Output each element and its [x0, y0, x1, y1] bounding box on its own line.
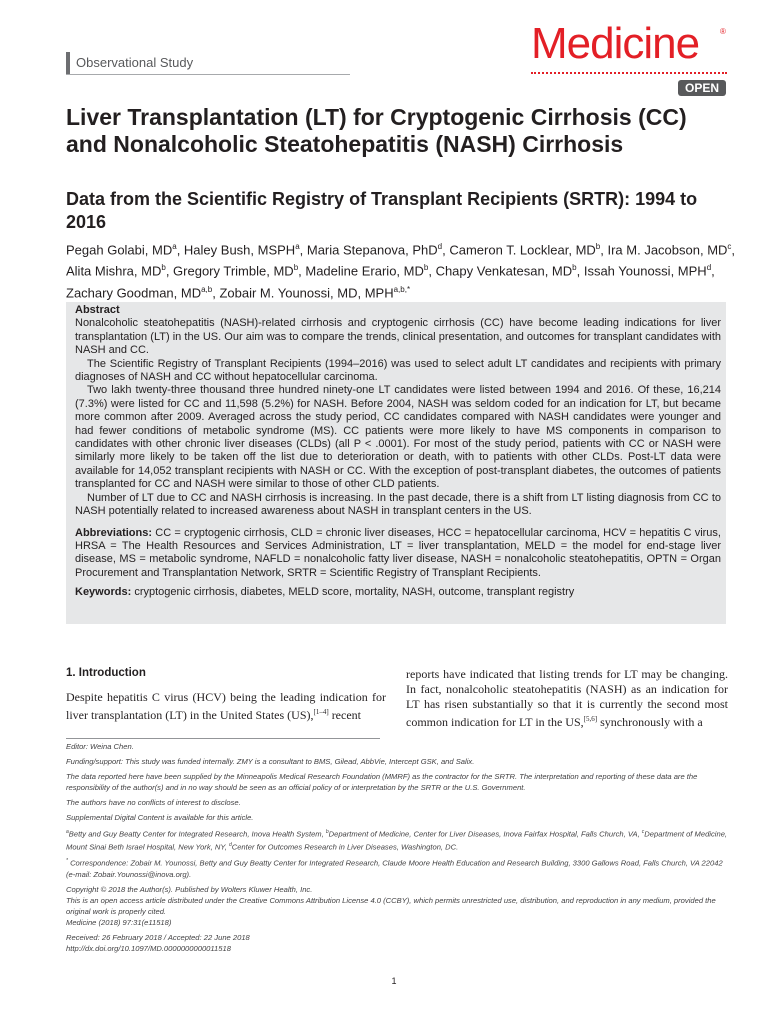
footnote-citation: Medicine (2018) 97:31(e11518) — [66, 917, 172, 927]
abbreviations-label: Abbreviations: — [75, 526, 153, 539]
author-name: Zobair M. Younossi, MD, MPH — [219, 284, 394, 300]
intro-right-column — [406, 667, 728, 730]
footnote-received: Received: 26 February 2018 / Accepted: 22 June 2018 — [66, 932, 250, 942]
author-name: Issah Younossi, MPH — [583, 263, 707, 279]
open-access-badge: OPEN — [678, 80, 726, 96]
author-affiliation: b — [595, 242, 601, 251]
intro-text: recent — [328, 708, 361, 722]
footnote-conflicts: The authors have no conflicts of interest to disclose. — [66, 798, 241, 807]
author-name: Ira M. Jacobson, MD — [607, 242, 728, 258]
footnote-correspondence — [66, 856, 728, 880]
author-affiliation: a,b,* — [393, 284, 411, 294]
author-name: Haley Bush, MSPH — [183, 242, 296, 258]
copyright-text: Copyright © 2018 the Author(s). Published by Wolters Kluwer Health, Inc. — [66, 884, 313, 894]
footnotes — [66, 741, 728, 958]
aff-sup: c — [641, 829, 645, 835]
author-affiliation: b — [423, 263, 429, 273]
logo-dotted-line — [531, 72, 727, 74]
footnote-data: The data reported here have been supplied by the Minneapolis Medical Research Foundation (MMRF) as the contractor for the SRTR. The interpretation and reporting of these data are the responsibility of the author(s) and in no way should be seen as an official policy of or interpretation by the SRTR or the U.S. Government. — [66, 772, 698, 792]
corr-text: Correspondence: Zobair M. Younossi, Betty and Guy Beatty Center for Integrated Research, Claude Moore Health Education and Research Building, 3300 Gallows Road, Falls Church, VA 22042 (e-mail: Zobair.Younossi@inova.org). — [66, 858, 723, 879]
abstract-content — [75, 304, 721, 600]
section-marker-bar — [66, 52, 70, 74]
page-number: 1 — [391, 976, 397, 986]
intro-text: Despite hepatitis C virus (HCV) being the leading indication for liver transplantation (LT) in the United States (US), — [66, 690, 386, 722]
author-list: Pegah Golabi, $MD^a$, Haley Bush, MSPH$^a$, Maria Stepanova, PhD$^d$, Cameron T. Locklear, $MD^b$, Ira M. Jacobson, $MD^c$, Alita Mishra, $MD^b$, Gregory Trimble, $MD^b$, Madeline Erario, $MD^b$, Chapy Venkatesan, $MD^b$, Issah Younossi, MPH$^d$, Zachary Goodman, MD$^{a,b}$, Zobair M. Younossi, MD, $MPH^{a,b,*}$ — [66, 242, 736, 300]
aff-text: Center for Outcomes Research in Liver Diseases, Washington, DC. — [231, 842, 459, 852]
registered-mark: ® — [720, 27, 726, 36]
footnote-divider — [66, 738, 380, 739]
abbreviations-text: CC = cryptogenic cirrhosis, CLD = chronic liver diseases, HCC = hepatocellular carcinoma, HCV = hepatitis C virus, HRSA = The Health Resources and Services Administration, LT = liver transplantation, MELD = the model for end-stage liver disease, MS = metabolic syndrome, NAFLD = nonalcoholic fatty liver disease, NASH = nonalcoholic steatohepatitis, OPTN = Organ Procurement and Transplantation Network, SRTR = Scientific Registry of Transplant Recipients. — [75, 526, 721, 579]
aff-sup: b — [325, 829, 329, 835]
author-affiliation: a — [295, 242, 300, 251]
author-name: Madeline Erario, MD — [305, 263, 424, 279]
intro-text: synchronously with a — [597, 715, 703, 729]
author-name: Maria Stepanova, PhD — [306, 242, 438, 258]
section-heading-introduction: 1. Introduction — [66, 667, 146, 679]
author-name: Chapy Venkatesan, MD — [435, 263, 573, 279]
journal-logo: Medicine — [531, 19, 700, 68]
intro-text: reports have indicated that listing trends for LT may be changing. In fact, nonalcoholic steatohepatitis (NASH) as an indication for LT has risen substantially so that it is currently the second most common indication for LT in the US, — [406, 667, 728, 729]
footnote-copyright — [66, 884, 728, 917]
license-text: This is an open access article distributed under the Creative Commons Attribution License 4.0 (CCBY), which permits unrestricted use, distribution, and reproduction in any medium, provided the original work is properly cited. — [66, 895, 716, 916]
citation-ref[interactable]: [5,6] — [583, 715, 598, 723]
author-affiliation: d — [437, 242, 443, 251]
footnote-editor: Editor: Weina Chen. — [66, 742, 134, 751]
footnote-doi[interactable]: http://dx.doi.org/10.1097/MD.0000000000011518 — [66, 943, 231, 953]
article-type-label: Observational Study — [76, 55, 194, 70]
aff-text: Betty and Guy Beatty Center for Integrated Research, Inova Health System, — [68, 829, 326, 839]
intro-left-column — [66, 690, 386, 723]
author-affiliation: a,b — [201, 284, 213, 294]
abstract-paragraph: Nonalcoholic steatohepatitis (NASH)-related cirrhosis and cryptogenic cirrhosis (CC) have become leading indications for liver transplantation (LT) in the US. Our aim was to compare the trends, clinical presentation, and outcomes for transplant candidates with NASH and CC. — [75, 317, 721, 357]
author-affiliation: d — [706, 263, 712, 273]
keywords — [75, 586, 721, 599]
aff-text: Department of Medicine, Center for Liver Diseases, Inova Fairfax Hospital, Falls Church, VA, — [328, 829, 642, 839]
footnote-supplemental: Supplemental Digital Content is available for this article. — [66, 813, 254, 822]
author-name: Zachary Goodman, MD — [66, 284, 202, 300]
author-name: Pegah Golabi, MD — [66, 242, 173, 258]
abstract-paragraph: The Scientific Registry of Transplant Recipients (1994–2016) was used to select adult LT candidates and recipients with primary diagnoses of NASH and CC without hepatocellular carcinoma. — [75, 357, 721, 384]
aff-text: Department of Medicine, Mount Sinai Beth Israel Hospital, New York, NY, — [66, 829, 728, 852]
header-divider — [66, 74, 350, 75]
author-name: Gregory Trimble, MD — [173, 263, 294, 279]
abstract-paragraph: Number of LT due to CC and NASH cirrhosis is increasing. In the past decade, there is a shift from LT listing diagnosis from CC to NASH potentially related to increased awareness about NASH in transplant centers in the US. — [75, 491, 721, 518]
author-affiliation: b — [161, 263, 166, 273]
author-name: Alita Mishra, MD — [66, 263, 162, 279]
abstract-heading: Abstract — [75, 304, 120, 316]
corr-sup: * — [66, 858, 68, 865]
abstract-paragraph: Two lakh twenty-three thousand three hundred ninety-one LT candidates were listed between 1994 and 2016. Of these, 16,214 (7.3%) were listed for CC and 11,598 (5.2%) for NASH. Before 2004, NASH was seldom coded for an indication for LT, but became more common after 2009. Averaged across the study period, CC candidates compared with NASH candidates were younger and had fewer conditions of metabolic syndrome (MS). CC patients were more likely to have MS components in comparison to candidates with other chronic liver diseases (CLDs) (all P < .0001). For most of the study period, patients with CC or NASH were similarly more likely to be taken off the list due to deterioration or death, with to patients with other CLDs. Post-LT data were available for 14,052 transplant recipients with NASH or CC. With the exception of post-transplant diabetes, the outcomes of patients transplanted for CC and NASH were similar to those of other CLD patients. — [75, 384, 721, 491]
footnote-affiliations — [66, 827, 728, 852]
article-title: Liver Transplantation (LT) for Cryptogenic Cirrhosis (CC) and Nonalcoholic Steatohepatitis (NASH) Cirrhosis — [66, 104, 687, 157]
citation-ref[interactable]: [1–4] — [313, 708, 329, 716]
author-affiliation: b — [572, 263, 577, 273]
author-affiliation: c — [727, 242, 732, 251]
footnote-funding: Funding/support: This study was funded internally. ZMY is a consultant to BMS, Gilead, AbbVie, Intercept GSK, and Salix. — [66, 757, 475, 766]
aff-sup: a — [66, 829, 69, 835]
keywords-label: Keywords: — [75, 586, 132, 599]
keywords-text: cryptogenic cirrhosis, diabetes, MELD score, mortality, NASH, outcome, transplant registry — [134, 586, 575, 599]
article-subtitle: Data from the Scientific Registry of Transplant Recipients (SRTR): 1994 to 2016 — [66, 189, 698, 232]
abbreviations — [75, 527, 721, 581]
aff-sup: d — [228, 841, 232, 848]
author-name: Cameron T. Locklear, MD — [449, 242, 596, 258]
author-affiliation: b — [293, 263, 299, 273]
author-affiliation: a — [172, 242, 177, 251]
